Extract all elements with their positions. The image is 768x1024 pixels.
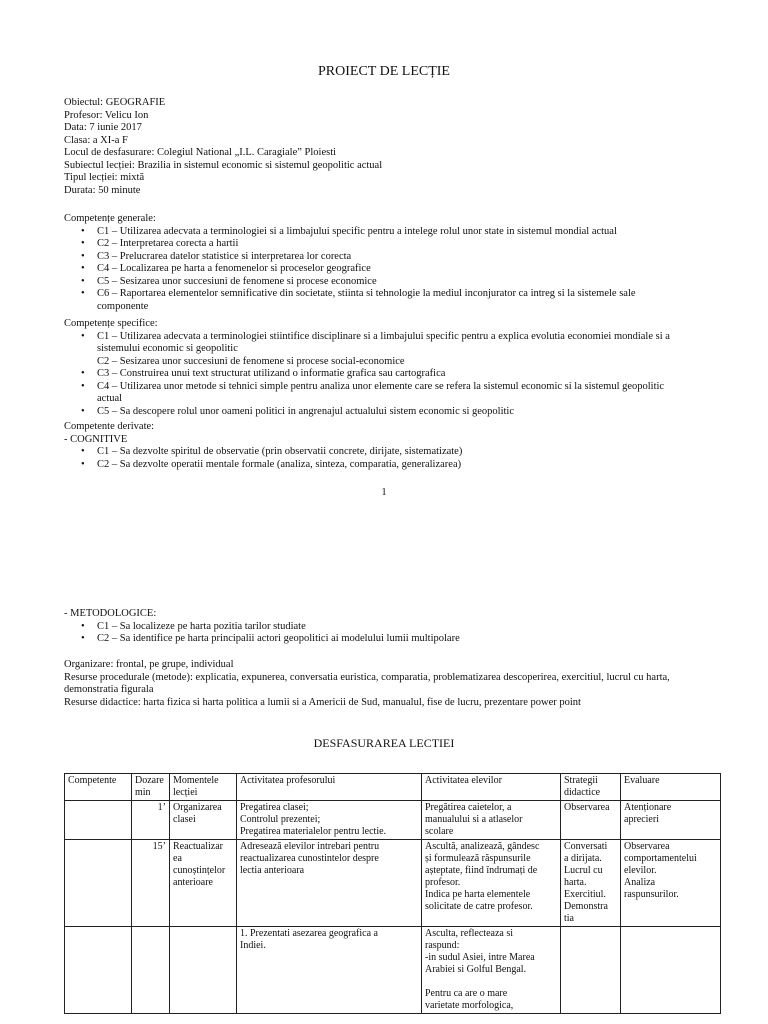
header-cell: Strategii didactice	[561, 774, 621, 801]
bullet-icon: •	[81, 458, 85, 470]
table-cell: Organizarea clasei	[170, 801, 237, 840]
organization-line: Organizare: frontal, pe grupe, individual	[64, 659, 234, 670]
table-cell: Pregătirea caietelor, a manualului si a atlaselor scolare	[422, 801, 561, 840]
page-number: 1	[381, 487, 387, 498]
list-item: C1 – Sa dezvolte spiritul de observatie (prin observatii concrete, dirijate, sistematizate)	[97, 446, 463, 457]
list-item: C5 – Sesizarea unor succesiuni de fenomene si procese economice	[97, 275, 377, 287]
general-heading: Competențe generale:	[64, 213, 156, 224]
bullet-icon: •	[81, 620, 85, 632]
bullet-icon: •	[81, 405, 85, 417]
list-item-continuation: componente	[97, 300, 149, 312]
list-item: C2 – Interpretarea corecta a hartii	[97, 238, 239, 249]
bullet-icon: •	[81, 263, 85, 274]
bullet-icon: •	[81, 250, 85, 262]
procedural-resources-continuation: demonstratia figurala	[64, 684, 154, 695]
list-item: C2 – Sa identifice pe harta principalii actori geopolitici ai modelului lumii multipolare	[97, 633, 460, 644]
table-cell: 1. Prezentati asezarea geografica a Indiei.	[237, 927, 422, 1014]
list-item: C5 – Sa descopere rolul unor oameni politici in angrenajul actualului sistem economic si geopolitic	[97, 405, 514, 417]
meta-teacher: Profesor: Velicu Ion	[64, 109, 149, 121]
table-row	[65, 927, 721, 1014]
table-cell: 15’	[132, 840, 170, 927]
bullet-icon: •	[81, 238, 85, 249]
derived-heading: Competente derivate:	[64, 421, 155, 432]
table-cell	[65, 840, 132, 927]
bullet-icon: •	[81, 380, 85, 392]
list-item: C3 – Prelucrarea datelor statistice si interpretarea lor corecta	[97, 250, 352, 262]
table-cell	[65, 801, 132, 840]
table-cell: Atenționare aprecieri	[621, 801, 721, 840]
procedural-resources: Resurse procedurale (metode): explicatia, expunerea, conversatia euristica, comparatia, problematizarea descoperirea, exercitiul, lucrul cu harta,	[64, 671, 670, 683]
bullet-icon: •	[81, 288, 85, 299]
list-item: C1 – Utilizarea adecvata a terminologiei stiintifice disciplinare si a limbajului specific pentru a explica evolutia economiei mondiale si a	[97, 330, 670, 342]
table-cell	[132, 927, 170, 1014]
meta-duration: Durata: 50 minute	[64, 184, 141, 196]
derived-competences	[64, 421, 704, 471]
table-cell: 1’	[132, 801, 170, 840]
bullet-icon: •	[81, 275, 85, 287]
meta-type: Tipul lecției: mixtă	[64, 172, 145, 183]
table-row	[65, 840, 721, 927]
header-cell: Competente	[65, 774, 132, 801]
table-cell	[621, 927, 721, 1014]
table-cell: Observarea comportamentelui elevilor. Analiza raspunsurilor.	[621, 840, 721, 927]
table-cell	[170, 927, 237, 1014]
methodological-competences	[64, 608, 704, 646]
general-competences	[64, 213, 704, 313]
didactic-resources: Resurse didactice: harta fizica si harta politica a lumii si a Americii de Sud, manualul, fise de lucru, prezentare power point	[64, 696, 581, 708]
bullet-icon: •	[81, 368, 85, 379]
bullet-icon: •	[81, 225, 85, 237]
table-cell: Reactualizar ea cunoștințelor anterioare	[170, 840, 237, 927]
list-item-continuation: sistemului economic si geopolitic	[97, 343, 238, 354]
table-cell: Pregatirea clasei; Controlul prezentei; Pregatirea materialelor pentru lectie.	[237, 801, 422, 840]
list-item: C3 – Construirea unui text structurat utilizand o informatie grafica sau cartografica	[97, 368, 446, 379]
header-cell: Momentele lecției	[170, 774, 237, 801]
table-cell	[65, 927, 132, 1014]
table-header-row	[65, 774, 721, 801]
bullet-icon: •	[81, 633, 85, 644]
bullet-icon: •	[81, 446, 85, 457]
methodological-heading: - METODOLOGICE:	[64, 608, 157, 619]
specific-competences	[64, 318, 704, 418]
table-cell: Adresează elevilor intrebari pentru reactualizarea cunostintelor despre lectia anterioara	[237, 840, 422, 927]
table-cell: Observarea	[561, 801, 621, 840]
list-item: C2 – Sesizarea unor succesiuni de fenomene si procese social-economice	[97, 355, 405, 367]
header-cell: Activitatea elevilor	[422, 774, 561, 801]
table-cell: Ascultă, analizează, gândesc și formulează răspunsurile așteptate, fiind îndrumați de profesor. Indica pe harta elementele solicitate de catre profesor.	[422, 840, 561, 927]
meta-topic: Subiectul lecției: Brazilia in sistemul economic si sistemul geopolitic actual	[64, 159, 383, 171]
header-cell: Activitatea profesorului	[237, 774, 422, 801]
specific-heading: Competențe specifice:	[64, 318, 158, 329]
cognitive-heading: - COGNITIVE	[64, 433, 128, 445]
table-row	[65, 801, 721, 840]
list-item: C4 – Localizarea pe harta a fenomenelor si proceselor geografice	[97, 263, 371, 274]
meta-class: Clasa: a XI-a F	[64, 134, 128, 146]
bullet-icon: •	[81, 330, 85, 342]
resources	[64, 659, 704, 709]
meta-subject: Obiectul: GEOGRAFIE	[64, 97, 166, 108]
meta-location: Locul de desfasurare: Colegiul National „I.L. Caragiale” Ploiesti	[64, 147, 337, 158]
list-item: C2 – Sa dezvolte operatii mentale formale (analiza, sinteza, comparatia, generalizarea)	[97, 458, 462, 470]
list-item: C6 – Raportarea elementelor semnificative din societate, stiinta si tehnologie la mediul inconjurator ca intreg si la sistemele sale	[97, 288, 636, 299]
list-item-continuation: actual	[97, 393, 123, 404]
header-cell: Dozare min	[132, 774, 170, 801]
table-cell	[561, 927, 621, 1014]
section-title: DESFASURAREA LECTIEI	[313, 736, 455, 750]
table-cell: Conversati a dirijata. Lucrul cu harta. Exercitiul. Demonstra tia	[561, 840, 621, 927]
lesson-table	[64, 773, 721, 1014]
list-item: C1 – Sa localizeze pe harta pozitia tarilor studiate	[97, 620, 306, 632]
meta-date: Data: 7 iunie 2017	[64, 122, 142, 133]
list-item: C1 – Utilizarea adecvata a terminologiei si a limbajului specific pentru a intelege rolul unor state in sistemul mondial actual	[97, 225, 617, 237]
lesson-meta	[64, 97, 704, 197]
document-title: PROIECT DE LECȚIE	[318, 64, 450, 79]
table-cell: Asculta, reflecteaza si raspund: -in sudul Asiei, intre Marea Arabiei si Golful Bengal. Pentru ca are o mare varietate morfologica,	[422, 927, 561, 1014]
header-cell: Evaluare	[621, 774, 721, 801]
list-item: C4 – Utilizarea unor metode si tehnici simple pentru analiza unor elemente care se refera la sistemul economic si la sistemul geopolitic	[97, 380, 665, 392]
